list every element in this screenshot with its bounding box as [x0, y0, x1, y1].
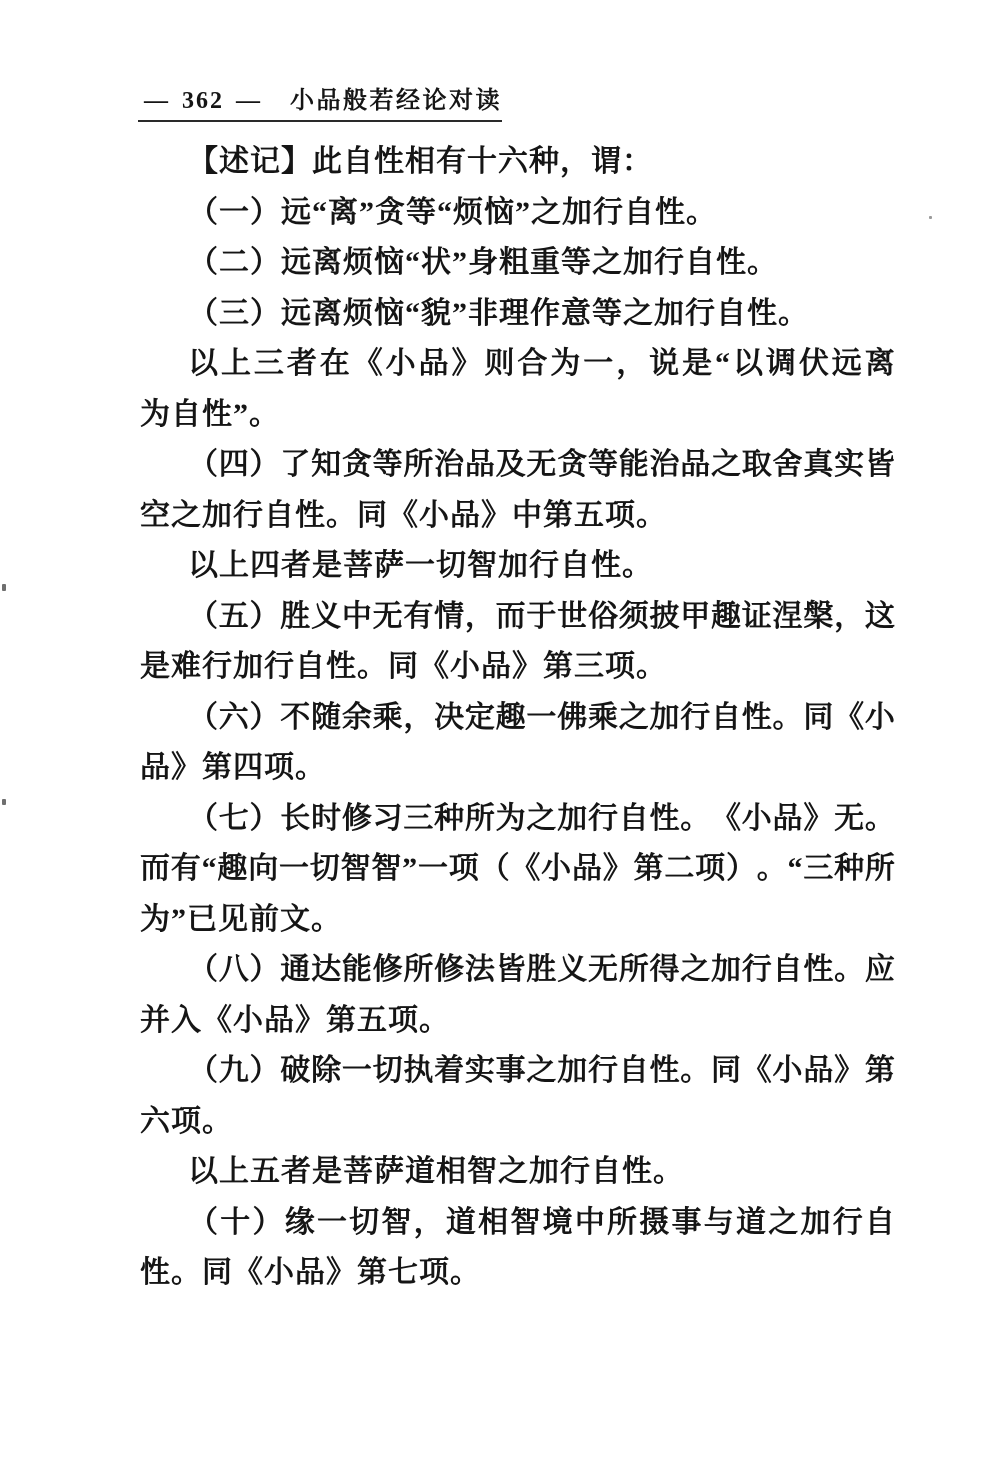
- header-dash-left: —: [144, 88, 170, 114]
- text-line: 是难行加行自性。同《小品》第三项。: [140, 650, 667, 683]
- text-line: 六项。: [140, 1104, 233, 1138]
- text-line: 【述记】此自性相有十六种，谓：: [188, 145, 653, 178]
- text-line: 为”已见前文。: [140, 902, 342, 936]
- page-header: [138, 80, 502, 122]
- text-line: 为自性”。: [140, 397, 280, 431]
- text-line: （ 六 ） 不 随 余 乘 ， 决 定 趣 一 佛 乘 之 加 行 自 性 。 同 《 小: [188, 700, 895, 734]
- text-line: 空之加行自性。同《小品》中第五项。: [140, 498, 667, 532]
- text-line: （ 五 ） 胜 义 中 无 有 情 ， 而 于 世 俗 须 披 甲 趣 证 涅 槃 ， 这: [188, 599, 895, 633]
- text-line: 性。同《小品》第七项。: [140, 1256, 481, 1289]
- text-line: （二）远离烦恼“状”身粗重等之加行自性。: [188, 246, 778, 279]
- page-body: [140, 137, 895, 1299]
- page-number: 362: [182, 88, 224, 114]
- running-head: [138, 80, 502, 122]
- text-line: （ 十 ） 缘 一 切 智 ， 道 相 智 境 中 所 摄 事 与 道 之 加 行 自: [188, 1205, 895, 1239]
- text-line: （ 八 ） 通 达 能 修 所 修 法 皆 胜 义 无 所 得 之 加 行 自 性 。 应: [188, 953, 895, 986]
- scan-speck: [2, 584, 6, 591]
- text-line: 而 有 “ 趣 向 一 切 智 智 ” 一 项 （ 《 小 品 》 第 二 项 ） 。 “ 三 种 所: [140, 852, 895, 885]
- header-dash-right: —: [236, 88, 262, 114]
- text-line: （ 四 ） 了 知 贪 等 所 治 品 及 无 贪 等 能 治 品 之 取 舍 真 实 皆: [188, 448, 895, 481]
- text-line: （ 九 ） 破 除 一 切 执 着 实 事 之 加 行 自 性 。 同 《 小 品 》 第: [188, 1054, 895, 1087]
- scan-speck: [929, 216, 932, 219]
- book-title: 小品般若经论对读: [290, 88, 502, 114]
- text-line: 并入《小品》第五项。: [140, 1003, 450, 1037]
- text-line: 以上五者是菩萨道相智之加行自性。: [188, 1155, 684, 1188]
- text-line: （三）远离烦恼“貌”非理作意等之加行自性。: [188, 296, 809, 330]
- scan-speck: [2, 799, 6, 805]
- text-line: （ 七 ） 长 时 修 习 三 种 所 为 之 加 行 自 性 。 《 小 品 》 无 。: [188, 801, 895, 835]
- text-line: 以 上 三 者 在 《 小 品 》 则 合 为 一 ， 说 是 “ 以 调 伏 远 离: [188, 347, 895, 380]
- text-line: （一）远“离”贪等“烦恼”之加行自性。: [188, 195, 717, 229]
- text-line: 品》第四项。: [140, 751, 326, 784]
- text-line: 以上四者是菩萨一切智加行自性。: [188, 549, 653, 582]
